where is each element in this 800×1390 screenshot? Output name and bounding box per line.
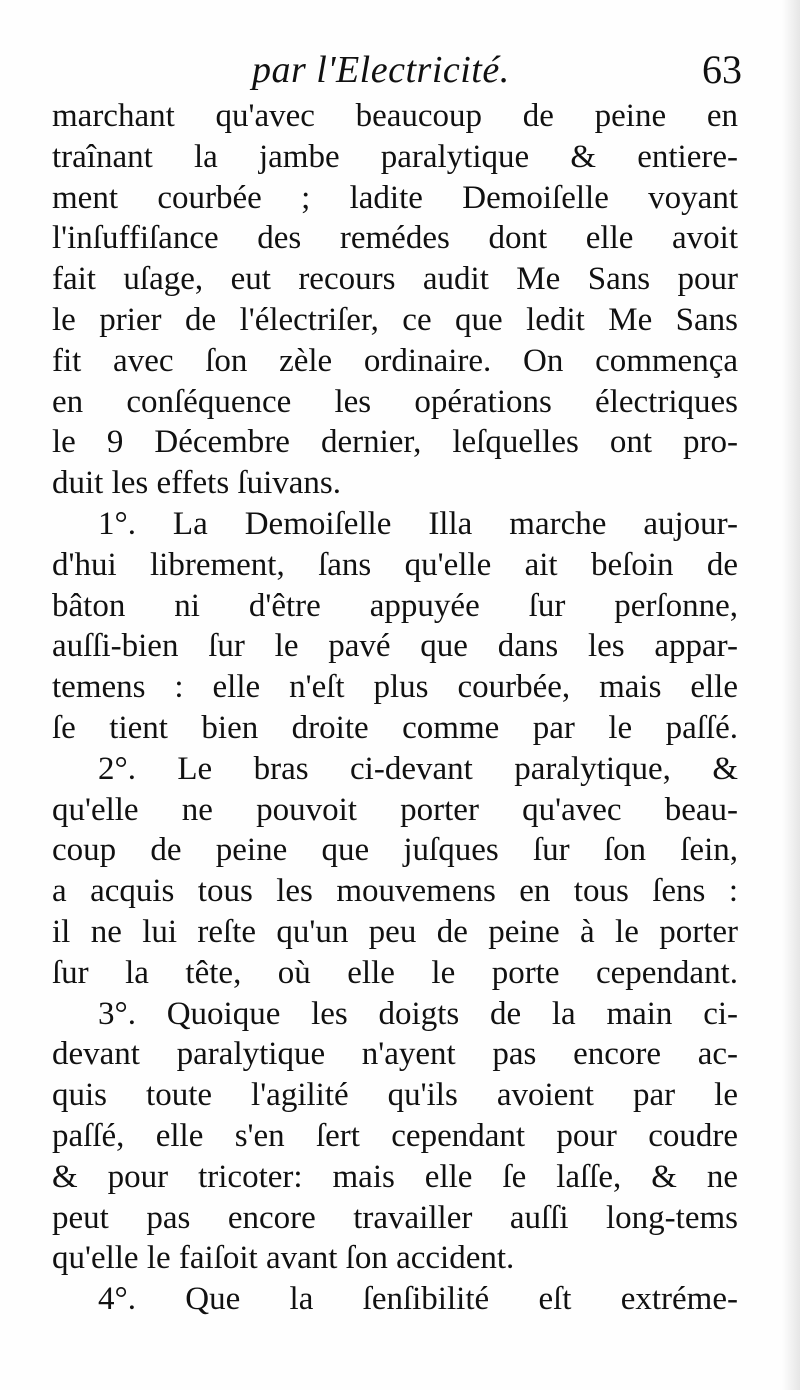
text-line: paſſé, elle s'en ſert cependant pour coudre: [52, 1117, 738, 1154]
text-line: auſſi-bien ſur le pavé que dans les appar-: [52, 628, 738, 665]
body-text: [52, 96, 738, 1320]
text-line: ſur la tête, où elle le porte cependant.: [52, 954, 738, 991]
text-line: le prier de l'électriſer, ce que ledit Me Sans: [52, 301, 738, 338]
text-line: a acquis tous les mouvemens en tous ſens :: [52, 873, 738, 910]
text-line: il ne lui reſte qu'un peu de peine à le porter: [52, 913, 738, 950]
text-line: en conſéquence les opérations électriques: [52, 383, 738, 420]
page-edge-shadow: [782, 0, 800, 1390]
text-line: quis toute l'agilité qu'ils avoient par le: [52, 1077, 738, 1114]
text-line: qu'elle le faiſoit avant ſon accident.: [52, 1240, 515, 1277]
text-line: d'hui librement, ſans qu'elle ait beſoin de: [52, 546, 738, 583]
text-line: & pour tricoter: mais elle ſe laſſe, & ne: [52, 1158, 738, 1195]
page-number: 63: [702, 47, 742, 92]
text-line: ſe tient bien droite comme par le paſſé.: [52, 709, 738, 746]
text-line: devant paralytique n'ayent pas encore ac-: [52, 1036, 738, 1073]
text-line: l'inſuffiſance des remédes dont elle avoit: [52, 220, 738, 257]
text-line: fait uſage, eut recours audit Me Sans pour: [52, 261, 738, 298]
text-line: temens : elle n'eſt plus courbée, mais elle: [52, 669, 738, 706]
text-line: 2°. Le bras ci-devant paralytique, &: [98, 750, 738, 787]
text-line: marchant qu'avec beaucoup de peine en: [52, 98, 738, 134]
running-head: par l'Electricité.: [252, 49, 510, 91]
text-line: fit avec ſon zèle ordinaire. On commença: [52, 342, 738, 379]
text-line: peut pas encore travailler auſſi long-tems: [52, 1199, 738, 1236]
text-line: duit les effets ſuivans.: [52, 465, 342, 502]
text-line: bâton ni d'être appuyée ſur perſonne,: [52, 587, 738, 624]
text-line: coup de peine que juſques ſur ſon ſein,: [52, 832, 738, 869]
text-line: 3°. Quoique les doigts de la main ci-: [98, 995, 738, 1032]
text-line: ment courbée ; ladite Demoiſelle voyant: [52, 179, 738, 216]
page-header: [52, 44, 742, 104]
text-line: le 9 Décembre dernier, leſquelles ont pro-: [52, 424, 738, 461]
text-line: 4°. Que la ſenſibilité eſt extréme-: [98, 1281, 738, 1318]
text-line: 1°. La Demoiſelle Illa marche aujour-: [98, 505, 738, 542]
text-line: qu'elle ne pouvoit porter qu'avec beau-: [52, 791, 738, 828]
text-line: traînant la jambe paralytique & entiere-: [52, 138, 738, 175]
